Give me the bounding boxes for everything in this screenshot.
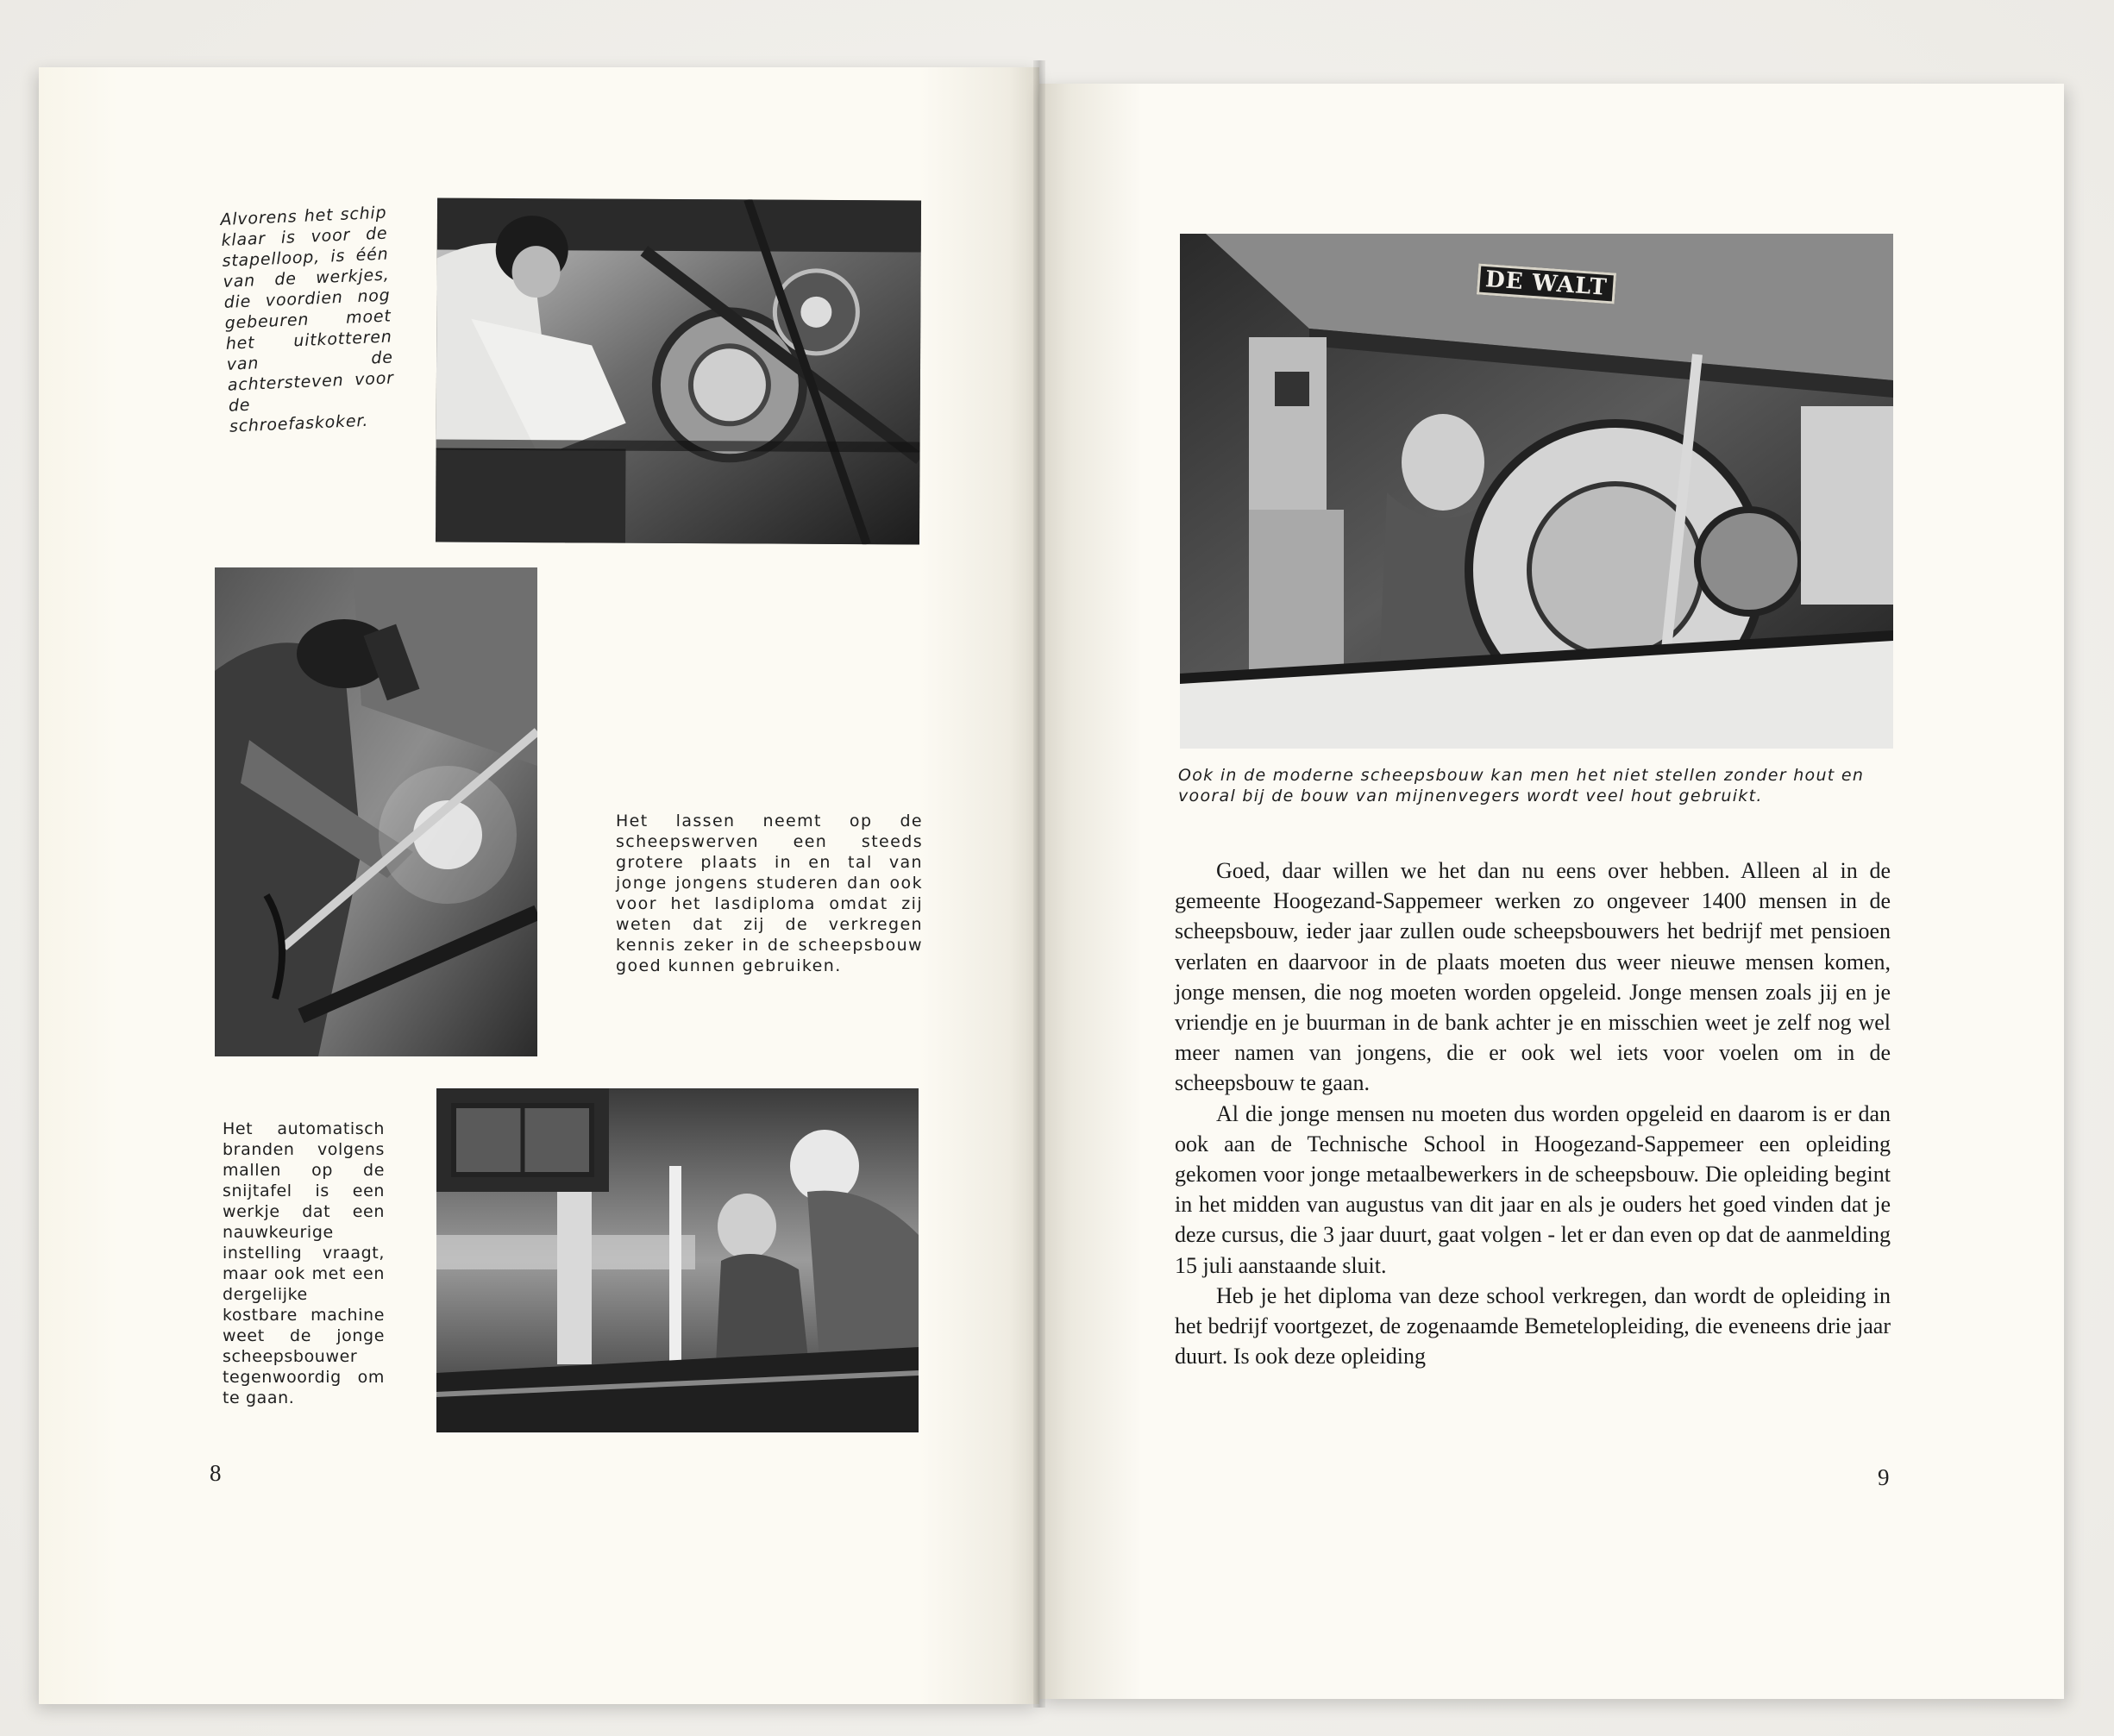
book-spine (1033, 60, 1045, 1708)
photo-cutting-table (436, 1088, 919, 1432)
caption-welding: Het lassen neemt op de scheepswerven een steeds grotere plaats in en tal van jonge jongens studeren dan ook voor het lasdiploma omdat zij weten dat zij de verkregen kennis zeker in de scheepsbouw goed kunnen gebruiken. (616, 812, 923, 975)
paragraph: Al die jonge mensen nu moeten dus worden opgeleid en daarom is er dan ook aan de Technische School in Hoogezand-Sappemeer een opleiding gekomen voor jonge metaalbewerkers in de scheepsbouw. Die opleiding begint in het midden van augustus van dit jaar en als je ouders het goed vinden dat je deze cursus, die 3 jaar duurt, gaat volgen - let er dan even op dat de aanmelding 15 juli aanstaande sluit. (1175, 1100, 1891, 1278)
paragraph: Goed, daar willen we het dan nu eens over hebben. Alleen al in de gemeente Hoogezand-Sappemeer werken zo ongeveer 1400 mensen in de scheepsbouw, ieder jaar zullen oude scheepsbouwers het bedrijf met pensioen verlaten en daarvoor in de plaats moeten dus weer nieuwe mensen komen, jonge mensen, die nog moeten worden opgeleid. Jonge mensen zoals jij en je vriendje en je buurman in de bank achter je en misschien weet je zelf nog wel meer namen van jongens, die er ook wel iets voor voelen om in de scheepsbouw te gaan. (1175, 858, 1891, 1096)
page-number-left: 8 (210, 1460, 222, 1486)
paragraph: Heb je het diploma van deze school verkregen, dan wordt de opleiding in het bedrijf voortgezet, de zogenaamde Bemetelopleiding, die eveneens drie jaar duurt. Is ook deze opleiding (1175, 1282, 1891, 1369)
dewalt-brand-plate: DE WALT (1477, 263, 1616, 304)
photo-welding (215, 567, 537, 1056)
photo-boring-machine (436, 198, 921, 545)
caption-cutting-table: Het automatisch branden volgens mallen op de snijtafel is een werkje dat een nauwkeurige instelling vraagt, maar ook met een dergelijke kostbare machine weet de jonge scheepsbouwer tegenwoordig om te gaan. (223, 1119, 385, 1407)
page-number-right: 9 (1878, 1464, 1890, 1490)
body-text (1175, 855, 1891, 1371)
caption-boring-machine: Alvorens het schip klaar is voor de stapelloop, is één van de werkjes, die voordien nog gebeuren moet het uitkotteren van de achtersteven voor de schroefaskoker. (220, 203, 395, 436)
caption-dewalt-saw: Ook in de moderne scheepsbouw kan men het niet stellen zonder hout en vooral bij de bouw van mijnenvegers wordt veel hout gebruikt. (1178, 766, 1865, 805)
photo-dewalt-saw (1180, 234, 1893, 749)
